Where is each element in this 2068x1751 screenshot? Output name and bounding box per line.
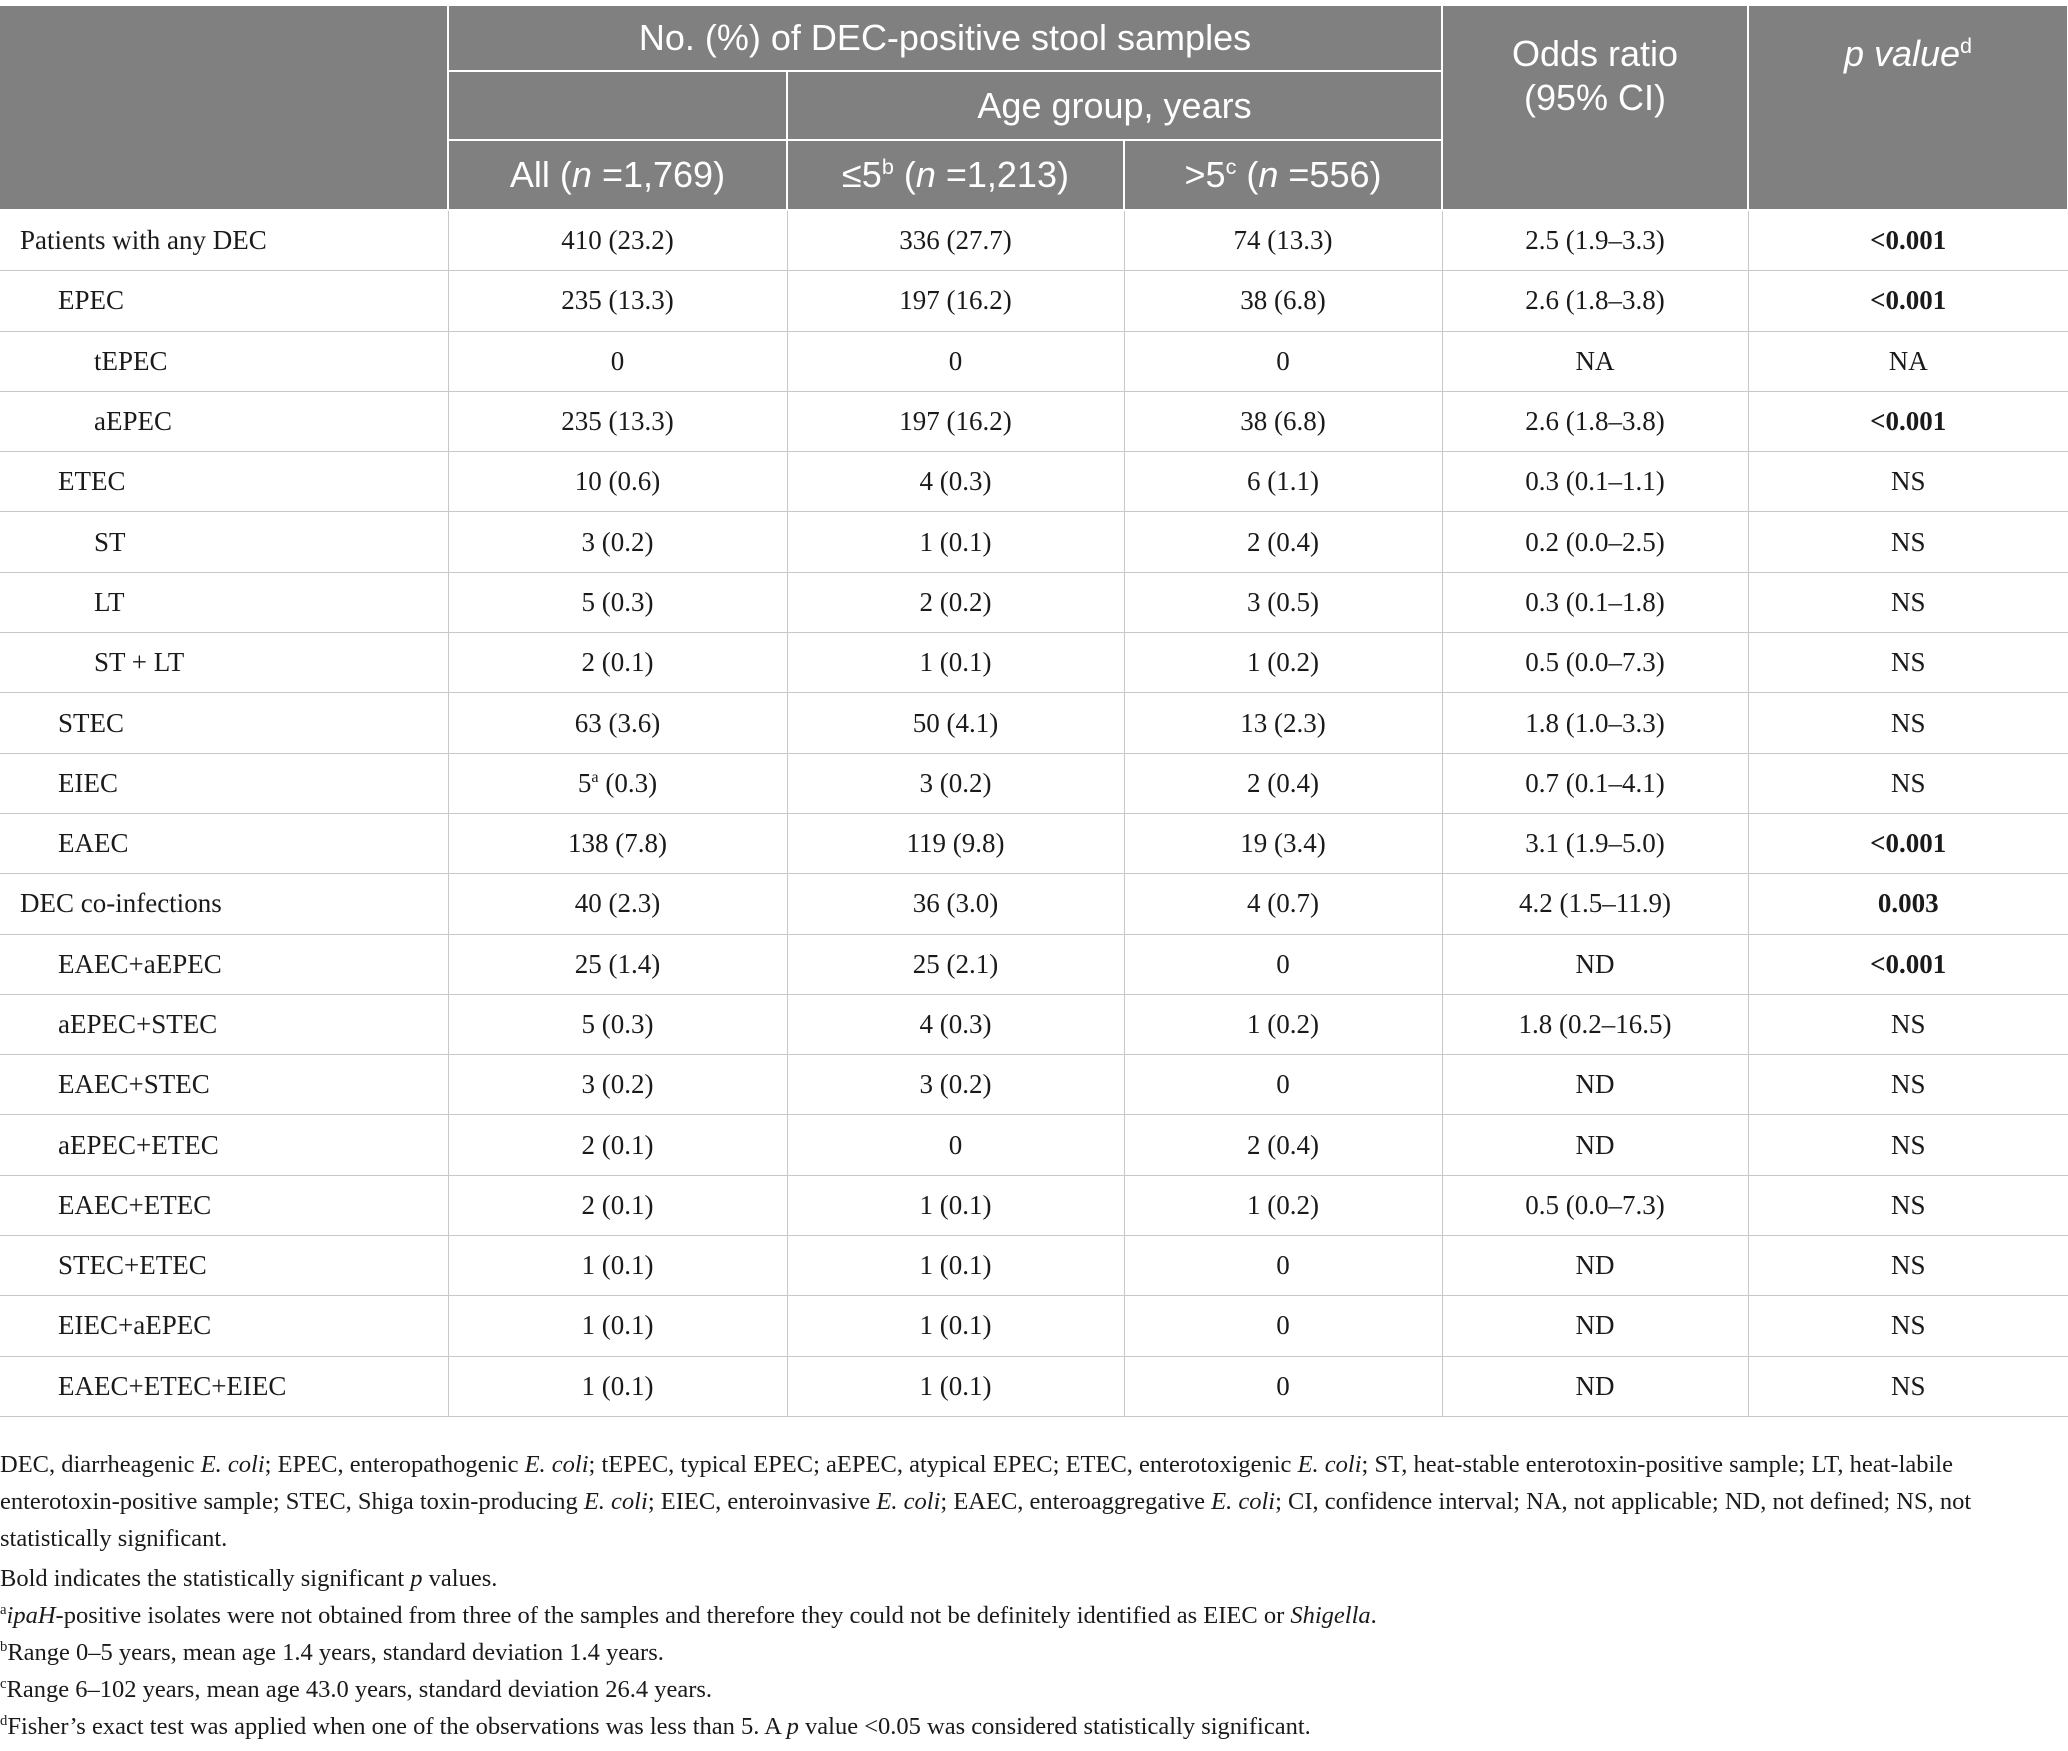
- cell-gt5: 2 (0.4): [1124, 1115, 1442, 1175]
- cell-all: 2 (0.1): [448, 1115, 787, 1175]
- cell-le5: 1 (0.1): [787, 512, 1124, 572]
- row-label: aEPEC: [0, 391, 448, 451]
- cell-all: 25 (1.4): [448, 934, 787, 994]
- cell-all: 2 (0.1): [448, 633, 787, 693]
- cell-odds-ratio: 1.8 (0.2–16.5): [1442, 994, 1748, 1054]
- cell-all: 40 (2.3): [448, 874, 787, 934]
- cell-p-value: NA: [1748, 331, 2068, 391]
- cell-all: 5 (0.3): [448, 572, 787, 632]
- row-label: Patients with any DEC: [0, 210, 448, 271]
- table-row: [0, 994, 2068, 1054]
- cell-gt5: 74 (13.3): [1124, 210, 1442, 271]
- footnote-abbreviations: [0, 1446, 2040, 1557]
- footnote-italic: p: [786, 1713, 799, 1740]
- cell-p-value: NS: [1748, 1115, 2068, 1175]
- cell-gt5: 2 (0.4): [1124, 512, 1442, 572]
- table-row: [0, 753, 2068, 813]
- cell-gt5: 6 (1.1): [1124, 452, 1442, 512]
- cell-gt5: 0: [1124, 331, 1442, 391]
- table-footnotes: [0, 1446, 2040, 1745]
- footnote-text: Range 6–102 years, mean age 43.0 years, standard deviation 26.4 years.: [6, 1676, 713, 1703]
- cell-odds-ratio: ND: [1442, 934, 1748, 994]
- footnote-marker-c: c: [1225, 154, 1237, 179]
- table-row: [0, 1175, 2068, 1235]
- cell-all: 0: [448, 331, 787, 391]
- cell-odds-ratio: 2.6 (1.8–3.8): [1442, 271, 1748, 331]
- row-label: LT: [0, 572, 448, 632]
- footnote-text: DEC, diarrheagenic: [0, 1451, 201, 1478]
- footnote-text: ; EIEC, enteroinvasive: [647, 1488, 877, 1515]
- cell-p-value: 0.003: [1748, 874, 2068, 934]
- header-odds-ratio: [1442, 5, 1748, 210]
- footnote-text: ; ST, heat-stable enterotoxin-positive sample; LT, heat-labile enterotoxin-positive sample; STEC, Shiga toxin-producing: [0, 1451, 1953, 1515]
- cell-odds-ratio: ND: [1442, 1055, 1748, 1115]
- cell-le5: 3 (0.2): [787, 753, 1124, 813]
- cell-all-value: 5: [577, 767, 592, 798]
- table-row: [0, 572, 2068, 632]
- cell-gt5: 0: [1124, 1296, 1442, 1356]
- dec-results-table: [0, 4, 2068, 1417]
- cell-odds-ratio: 0.3 (0.1–1.8): [1442, 572, 1748, 632]
- cell-p-value: NS: [1748, 1055, 2068, 1115]
- header-all-label: All (: [509, 154, 572, 195]
- cell-gt5: 0: [1124, 934, 1442, 994]
- cell-odds-ratio: ND: [1442, 1356, 1748, 1416]
- cell-le5: 4 (0.3): [787, 994, 1124, 1054]
- header-all-spacer: [448, 71, 787, 140]
- row-label: aEPEC+ETEC: [0, 1115, 448, 1175]
- row-label: EAEC: [0, 813, 448, 873]
- cell-all: 3 (0.2): [448, 1055, 787, 1115]
- cell-gt5: 3 (0.5): [1124, 572, 1442, 632]
- cell-all: 63 (3.6): [448, 693, 787, 753]
- cell-odds-ratio: 0.2 (0.0–2.5): [1442, 512, 1748, 572]
- table-body: [0, 210, 2068, 1416]
- footnote-marker: d: [0, 1712, 8, 1729]
- table-row: [0, 1296, 2068, 1356]
- cell-gt5: 0: [1124, 1236, 1442, 1296]
- cell-odds-ratio: ND: [1442, 1236, 1748, 1296]
- header-p-value: [1748, 5, 2068, 210]
- cell-le5: 2 (0.2): [787, 572, 1124, 632]
- footnote-italic: p: [410, 1565, 423, 1592]
- cell-p-value: <0.001: [1748, 391, 2068, 451]
- header-gt5-value: =556): [1278, 154, 1382, 195]
- cell-le5: 336 (27.7): [787, 210, 1124, 271]
- cell-le5: 3 (0.2): [787, 1055, 1124, 1115]
- footnote-text: Bold indicates the statistically significant: [0, 1565, 411, 1592]
- header-le5: $\le 5^b$ (n =1,213): [787, 140, 1124, 210]
- cell-p-value: NS: [1748, 1236, 2068, 1296]
- cell-gt5: 4 (0.7): [1124, 874, 1442, 934]
- cell-odds-ratio: 0.5 (0.0–7.3): [1442, 633, 1748, 693]
- row-label: EAEC+STEC: [0, 1055, 448, 1115]
- row-label: EPEC: [0, 271, 448, 331]
- header-all-n: n: [571, 154, 592, 195]
- row-label: aEPEC+STEC: [0, 994, 448, 1054]
- header-corner-cell: [0, 5, 448, 210]
- row-label: STEC+ETEC: [0, 1236, 448, 1296]
- footnote-italic: E. coli: [1297, 1451, 1362, 1478]
- table-row: [0, 813, 2068, 873]
- cell-odds-ratio: ND: [1442, 1115, 1748, 1175]
- cell-all: 138 (7.8): [448, 813, 787, 873]
- table-row: [0, 512, 2068, 572]
- table-row: [0, 391, 2068, 451]
- row-label: DEC co-infections: [0, 874, 448, 934]
- footnote-text: Fisher’s exact test was applied when one of the observations was less than 5. A: [7, 1713, 787, 1740]
- header-le5-value: =1,213): [935, 154, 1069, 195]
- footnote-italic: E. coli: [583, 1488, 648, 1515]
- cell-le5: 1 (0.1): [787, 633, 1124, 693]
- row-label: EAEC+ETEC+EIEC: [0, 1356, 448, 1416]
- header-gt5-n: n: [1258, 154, 1279, 195]
- cell-gt5: 38 (6.8): [1124, 271, 1442, 331]
- cell-all: 2 (0.1): [448, 1175, 787, 1235]
- footnote-a: [0, 1597, 2040, 1634]
- footnote-marker: c: [0, 1675, 7, 1692]
- table-row: [0, 874, 2068, 934]
- row-label: ST: [0, 512, 448, 572]
- footnote-text: -positive isolates were not obtained from three of the samples and therefore they could not be definitely identified as EIEC or: [55, 1602, 1291, 1629]
- cell-all: 5 (0.3): [448, 994, 787, 1054]
- cell-gt5: 2 (0.4): [1124, 753, 1442, 813]
- footnote-italic: E. coli: [876, 1488, 941, 1515]
- cell-all: 235 (13.3): [448, 391, 787, 451]
- cell-p-value: <0.001: [1748, 210, 2068, 271]
- cell-p-value: NS: [1748, 452, 2068, 512]
- row-label: EAEC+ETEC: [0, 1175, 448, 1235]
- cell-le5: 4 (0.3): [787, 452, 1124, 512]
- footnote-marker-d: d: [1960, 33, 1973, 58]
- cell-p-value: <0.001: [1748, 813, 2068, 873]
- table-header: [0, 5, 2068, 210]
- cell-gt5: 0: [1124, 1356, 1442, 1416]
- cell-odds-ratio: 0.3 (0.1–1.1): [1442, 452, 1748, 512]
- header-all: [448, 140, 787, 210]
- row-label: EAEC+aEPEC: [0, 934, 448, 994]
- header-gt5: $>5^c$ (n =556): [1124, 140, 1442, 210]
- cell-odds-ratio: ND: [1442, 1296, 1748, 1356]
- cell-odds-ratio: 4.2 (1.5–11.9): [1442, 874, 1748, 934]
- table-row: [0, 934, 2068, 994]
- cell-all: 10 (0.6): [448, 452, 787, 512]
- results-table-container: [0, 4, 2068, 1417]
- footnote-bold-note: [0, 1560, 2040, 1597]
- cell-odds-ratio: 2.5 (1.9–3.3): [1442, 210, 1748, 271]
- row-label: EIEC+aEPEC: [0, 1296, 448, 1356]
- cell-odds-ratio: 1.8 (1.0–3.3): [1442, 693, 1748, 753]
- cell-p-value: NS: [1748, 572, 2068, 632]
- footnote-marker-a: a: [591, 767, 599, 786]
- cell-all: 410 (23.2): [448, 210, 787, 271]
- cell-le5: 1 (0.1): [787, 1356, 1124, 1416]
- footnote-b: [0, 1634, 2040, 1671]
- footnote-italic: E. coli: [524, 1451, 589, 1478]
- row-label: ETEC: [0, 452, 448, 512]
- row-label: tEPEC: [0, 331, 448, 391]
- cell-gt5: 1 (0.2): [1124, 994, 1442, 1054]
- table-row: [0, 1236, 2068, 1296]
- cell-p-value: <0.001: [1748, 934, 2068, 994]
- footnote-italic: E. coli: [1211, 1488, 1276, 1515]
- cell-gt5: 19 (3.4): [1124, 813, 1442, 873]
- cell-p-value: NS: [1748, 1175, 2068, 1235]
- cell-all-percent: (0.3): [598, 767, 658, 798]
- footnote-text: value <0.05 was considered statistically significant.: [798, 1713, 1311, 1740]
- footnote-italic: ipaH: [6, 1602, 56, 1629]
- row-label: EIEC: [0, 753, 448, 813]
- cell-le5: 197 (16.2): [787, 391, 1124, 451]
- cell-le5: 1 (0.1): [787, 1296, 1124, 1356]
- cell-odds-ratio: 2.6 (1.8–3.8): [1442, 391, 1748, 451]
- cell-all: 3 (0.2): [448, 512, 787, 572]
- cell-odds-ratio: 3.1 (1.9–5.0): [1442, 813, 1748, 873]
- cell-p-value: NS: [1748, 512, 2068, 572]
- footnote-text: ; EPEC, enteropathogenic: [264, 1451, 525, 1478]
- cell-gt5: 38 (6.8): [1124, 391, 1442, 451]
- cell-all: 235 (13.3): [448, 271, 787, 331]
- footnote-marker: a: [0, 1601, 7, 1618]
- cell-le5: 50 (4.1): [787, 693, 1124, 753]
- row-label: ST + LT: [0, 633, 448, 693]
- cell-p-value: NS: [1748, 1296, 2068, 1356]
- table-row: [0, 633, 2068, 693]
- cell-odds-ratio: NA: [1442, 331, 1748, 391]
- header-le5-label: ≤5: [842, 154, 882, 195]
- cell-all: 1 (0.1): [448, 1356, 787, 1416]
- footnote-text: ; tEPEC, typical EPEC; aEPEC, atypical EPEC; ETEC, enterotoxigenic: [588, 1451, 1298, 1478]
- cell-p-value: NS: [1748, 693, 2068, 753]
- cell-le5: 1 (0.1): [787, 1236, 1124, 1296]
- table-row: [0, 452, 2068, 512]
- header-all-value: =1,769): [591, 154, 726, 195]
- footnote-italic: Shigella: [1290, 1602, 1371, 1629]
- footnote-marker: b: [0, 1638, 8, 1655]
- cell-all: 1 (0.1): [448, 1236, 787, 1296]
- footnote-italic: E. coli: [200, 1451, 265, 1478]
- footnote-d: [0, 1708, 2040, 1745]
- footnote-text: ; CI, confidence interval; NA, not applicable; ND, not defined; NS, not statistically significant.: [0, 1488, 1972, 1552]
- table-row: [0, 1356, 2068, 1416]
- header-p-value-text: p value: [1843, 33, 1961, 74]
- cell-gt5: 0: [1124, 1055, 1442, 1115]
- cell-le5: 0: [787, 331, 1124, 391]
- table-row: [0, 693, 2068, 753]
- cell-le5: 36 (3.0): [787, 874, 1124, 934]
- cell-gt5: 1 (0.2): [1124, 1175, 1442, 1235]
- header-odds-ratio-text: Odds ratio (95% CI): [1511, 33, 1679, 118]
- cell-le5: 1 (0.1): [787, 1175, 1124, 1235]
- table-row: [0, 1055, 2068, 1115]
- cell-p-value: NS: [1748, 753, 2068, 813]
- footnote-text: .: [1370, 1602, 1377, 1629]
- cell-all: [448, 753, 787, 813]
- table-row: [0, 271, 2068, 331]
- cell-le5: 119 (9.8): [787, 813, 1124, 873]
- cell-p-value: NS: [1748, 633, 2068, 693]
- table-row: [0, 210, 2068, 271]
- cell-p-value: NS: [1748, 994, 2068, 1054]
- header-gt5-label: >5: [1184, 154, 1226, 195]
- footnote-text: Range 0–5 years, mean age 1.4 years, standard deviation 1.4 years.: [7, 1639, 664, 1666]
- table-row: [0, 331, 2068, 391]
- cell-p-value: NS: [1748, 1356, 2068, 1416]
- cell-le5: 25 (2.1): [787, 934, 1124, 994]
- cell-odds-ratio: 0.5 (0.0–7.3): [1442, 1175, 1748, 1235]
- header-age-group: Age group, years: [787, 71, 1442, 140]
- cell-p-value: <0.001: [1748, 271, 2068, 331]
- row-label: STEC: [0, 693, 448, 753]
- footnote-marker-b: b: [881, 154, 894, 179]
- cell-gt5: 13 (2.3): [1124, 693, 1442, 753]
- header-group-title: No. (%) of DEC-positive stool samples: [448, 5, 1442, 71]
- cell-all: 1 (0.1): [448, 1296, 787, 1356]
- cell-odds-ratio: 0.7 (0.1–4.1): [1442, 753, 1748, 813]
- cell-le5: 0: [787, 1115, 1124, 1175]
- footnote-text: values.: [422, 1565, 498, 1592]
- header-le5-n: n: [915, 154, 936, 195]
- footnote-c: [0, 1671, 2040, 1708]
- table-row: [0, 1115, 2068, 1175]
- cell-le5: 197 (16.2): [787, 271, 1124, 331]
- footnote-text: ; EAEC, enteroaggregative: [940, 1488, 1212, 1515]
- cell-gt5: 1 (0.2): [1124, 633, 1442, 693]
